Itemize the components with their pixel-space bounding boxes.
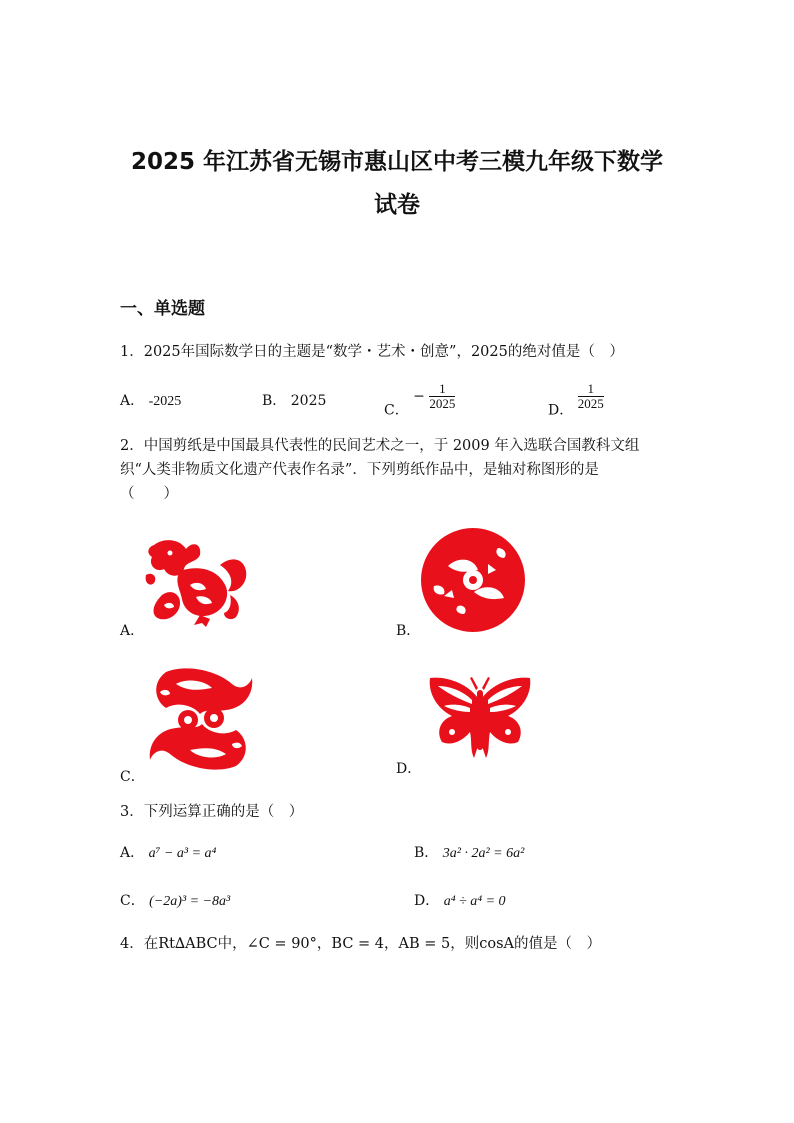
option-b-label: B． <box>262 393 287 409</box>
question-1-option-a[interactable] <box>120 390 181 410</box>
question-3-option-d[interactable] <box>414 890 506 910</box>
option-b-label: B． <box>414 845 439 861</box>
option-c-expression: (−2a)³ = −8a³ <box>149 894 231 909</box>
option-c-denominator: 2025 <box>429 396 456 411</box>
question-1-stem: 1．2025年国际数学日的主题是“数学・艺术・创意”，2025的绝对值是（ ） <box>120 344 624 360</box>
question-2-line3: （ ） <box>120 486 178 502</box>
page-title-line1: 2025 年江苏省无锡市惠山区中考三模九年级下数学 <box>130 149 664 175</box>
option-c-fraction <box>429 382 455 411</box>
option-b-value: 2025 <box>290 393 327 409</box>
option-d-label: D． <box>548 402 574 419</box>
option-a-expression: a⁷ − a³ = a⁴ <box>148 846 217 861</box>
option-a-label: A． <box>120 393 145 409</box>
question-2-option-b-label[interactable]: B． <box>396 623 421 639</box>
question-1-option-b[interactable] <box>262 390 326 410</box>
option-c-label: C． <box>384 402 409 419</box>
question-3-option-c[interactable] <box>120 890 230 910</box>
question-3-option-b[interactable] <box>414 842 524 862</box>
option-c-sign: − <box>413 388 425 405</box>
butterfly-papercut-image <box>426 674 534 764</box>
option-d-label: D． <box>414 893 440 909</box>
question-2-option-c-label[interactable]: C． <box>120 769 145 785</box>
option-a-value: ‑2025 <box>148 394 182 409</box>
question-2-line1: 2．中国剪纸是中国最具代表性的民间艺术之一，于 2009 年入选联合国教科文组 <box>120 438 640 454</box>
question-2-option-d-label[interactable]: D． <box>396 761 422 777</box>
option-d-fraction <box>578 382 604 411</box>
option-c-numerator: 1 <box>429 382 455 397</box>
swirl-flower-papercut-image <box>146 664 256 774</box>
option-c-label: C． <box>120 893 145 909</box>
option-d-expression: a⁴ ÷ a⁴ = 0 <box>443 894 506 909</box>
dragon-papercut-image <box>140 535 252 627</box>
question-2-line2: 织“人类非物质文化遗产代表作名录”．下列剪纸作品中，是轴对称图形的是 <box>120 462 599 478</box>
question-4-stem: 4．在Rt∆ABC中，∠C = 90°，BC = 4，AB = 5，则cosA的值是（ ） <box>120 936 601 952</box>
option-b-expression: 3a² · 2a² = 6a² <box>442 846 525 861</box>
section-heading-single-choice: 一、单选题 <box>120 299 205 319</box>
question-3-stem: 3．下列运算正确的是（ ） <box>120 804 304 820</box>
page-title-line2: 试卷 <box>374 192 420 218</box>
question-1-option-c[interactable] <box>384 382 455 420</box>
option-d-denominator: 2025 <box>577 396 604 411</box>
option-d-numerator: 1 <box>578 382 604 397</box>
question-2-option-a-label[interactable]: A． <box>120 623 145 639</box>
circular-fish-papercut-image <box>418 526 528 634</box>
option-a-label: A． <box>120 845 145 861</box>
question-1-option-d[interactable] <box>548 382 604 420</box>
question-3-option-a[interactable] <box>120 842 216 862</box>
